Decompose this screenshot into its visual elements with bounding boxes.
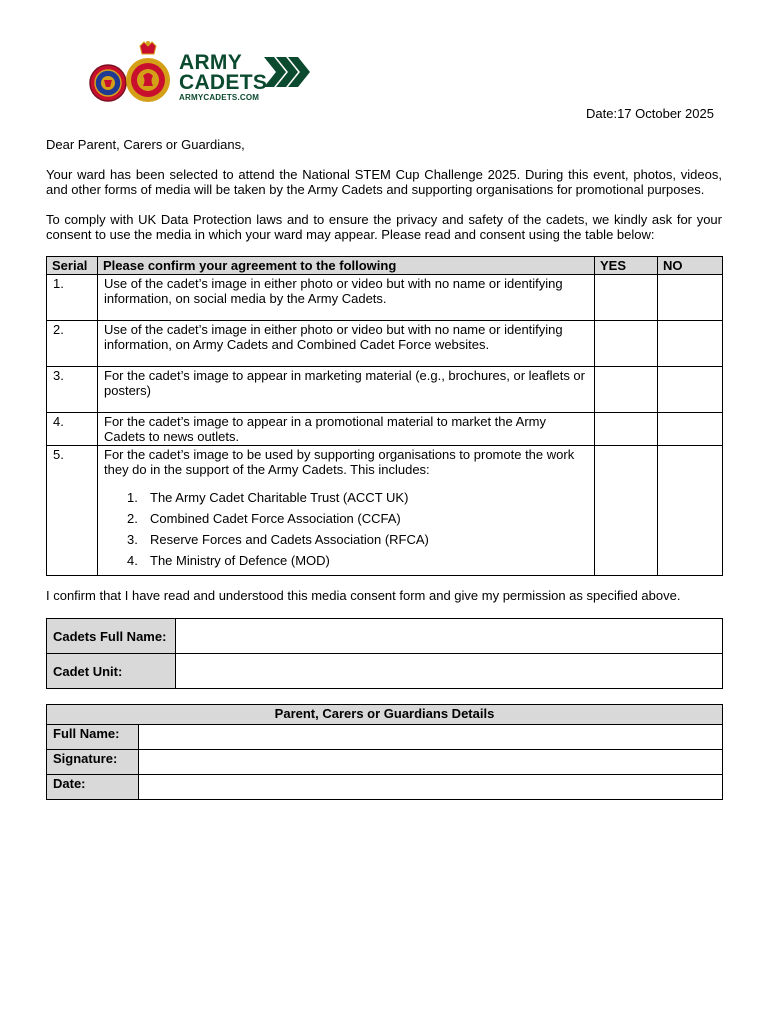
data-protection-paragraph: To comply with UK Data Protection laws and to ensure the privacy and safety of the cadets, we kindly ask for your consent to use the media in which your ward may appear. Please read and consent using the table below: xyxy=(46,212,722,242)
consent-table-header xyxy=(47,257,723,275)
table-row xyxy=(47,367,723,413)
row-serial: 1. xyxy=(47,275,98,321)
table-row xyxy=(47,619,723,654)
intro-paragraph: Your ward has been selected to attend the National STEM Cup Challenge 2025. During this event, photos, videos, and other forms of media will be taken by the Army Cadets and supporting organisations for promotional purposes. xyxy=(46,167,722,197)
header-yes: YES xyxy=(595,257,658,275)
yes-cell[interactable] xyxy=(595,321,658,367)
no-cell[interactable] xyxy=(658,446,723,576)
row-statement: Use of the cadet’s image in either photo or video but with no name or identifying information, on social media by the Army Cadets. xyxy=(98,275,595,321)
list-number: 3. xyxy=(127,532,138,547)
crest-icon xyxy=(88,40,178,106)
greeting: Dear Parent, Carers or Guardians, xyxy=(46,137,245,152)
row-serial: 3. xyxy=(47,367,98,413)
parent-details-title: Parent, Carers or Guardians Details xyxy=(47,705,723,725)
parent-details-table xyxy=(46,704,723,800)
confirmation-statement: I confirm that I have read and understood this media consent form and give my permission as specified above. xyxy=(46,588,681,603)
no-cell[interactable] xyxy=(658,413,723,446)
table-row xyxy=(47,321,723,367)
list-number: 4. xyxy=(127,553,138,568)
parent-table-header xyxy=(47,705,723,725)
organisation-name: The Ministry of Defence (MOD) xyxy=(150,553,330,568)
cadet-full-name-label: Cadets Full Name: xyxy=(47,619,176,654)
crown-badge-icon xyxy=(126,41,170,102)
consent-table xyxy=(46,256,723,576)
row-serial: 5. xyxy=(47,446,98,576)
organisation-name: The Army Cadet Charitable Trust (ACCT UK) xyxy=(150,490,409,505)
yes-cell[interactable] xyxy=(595,367,658,413)
table-row xyxy=(47,446,723,576)
header-statement: Please confirm your agreement to the following xyxy=(98,257,595,275)
row-serial: 4. xyxy=(47,413,98,446)
logo-url: ARMYCADETS.COM xyxy=(179,93,260,102)
list-item xyxy=(104,490,588,505)
list-item xyxy=(104,553,588,568)
chevrons-icon xyxy=(264,57,310,87)
no-cell[interactable] xyxy=(658,275,723,321)
table-row xyxy=(47,775,723,800)
cadet-full-name-field[interactable] xyxy=(176,619,723,654)
row-statement: For the cadet’s image to appear in marketing material (e.g., brochures, or leaflets or posters) xyxy=(98,367,595,413)
parent-full-name-field[interactable] xyxy=(139,725,723,750)
cadet-unit-label: Cadet Unit: xyxy=(47,654,176,689)
signature-field[interactable] xyxy=(139,750,723,775)
row-statement: Use of the cadet’s image in either photo or video but with no name or identifying information, on Army Cadets and Combined Cadet Force websites. xyxy=(98,321,595,367)
letter-date: Date:17 October 2025 xyxy=(586,106,714,121)
list-item xyxy=(104,532,588,547)
date-field[interactable] xyxy=(139,775,723,800)
signature-label: Signature: xyxy=(47,750,139,775)
organisation-list xyxy=(104,490,588,568)
table-row xyxy=(47,654,723,689)
table-row xyxy=(47,413,723,446)
organisation-name: Reserve Forces and Cadets Association (RFCA) xyxy=(150,532,429,547)
header-no: NO xyxy=(658,257,723,275)
yes-cell[interactable] xyxy=(595,275,658,321)
list-number: 2. xyxy=(127,511,138,526)
table-row xyxy=(47,725,723,750)
list-item xyxy=(104,511,588,526)
cadet-details-table xyxy=(46,618,723,689)
row-statement-text: For the cadet’s image to be used by supporting organisations to promote the work they do in the support of the Army Cadets. This includes: xyxy=(104,447,575,477)
logo-word-cadets: CADETS xyxy=(179,71,268,94)
organisation-name: Combined Cadet Force Association (CCFA) xyxy=(150,511,401,526)
table-row xyxy=(47,275,723,321)
cadet-unit-field[interactable] xyxy=(176,654,723,689)
parent-full-name-label: Full Name: xyxy=(47,725,139,750)
yes-cell[interactable] xyxy=(595,446,658,576)
list-number: 1. xyxy=(127,490,138,505)
no-cell[interactable] xyxy=(658,367,723,413)
army-cadets-logo xyxy=(88,40,318,106)
row-statement xyxy=(98,446,595,576)
row-statement: For the cadet’s image to appear in a promotional material to market the Army Cadets to news outlets. xyxy=(98,413,595,446)
row-serial: 2. xyxy=(47,321,98,367)
date-label: Date: xyxy=(47,775,139,800)
yes-cell[interactable] xyxy=(595,413,658,446)
logo-word-army: ARMY xyxy=(179,51,243,74)
no-cell[interactable] xyxy=(658,321,723,367)
table-row xyxy=(47,750,723,775)
header-serial: Serial xyxy=(47,257,98,275)
